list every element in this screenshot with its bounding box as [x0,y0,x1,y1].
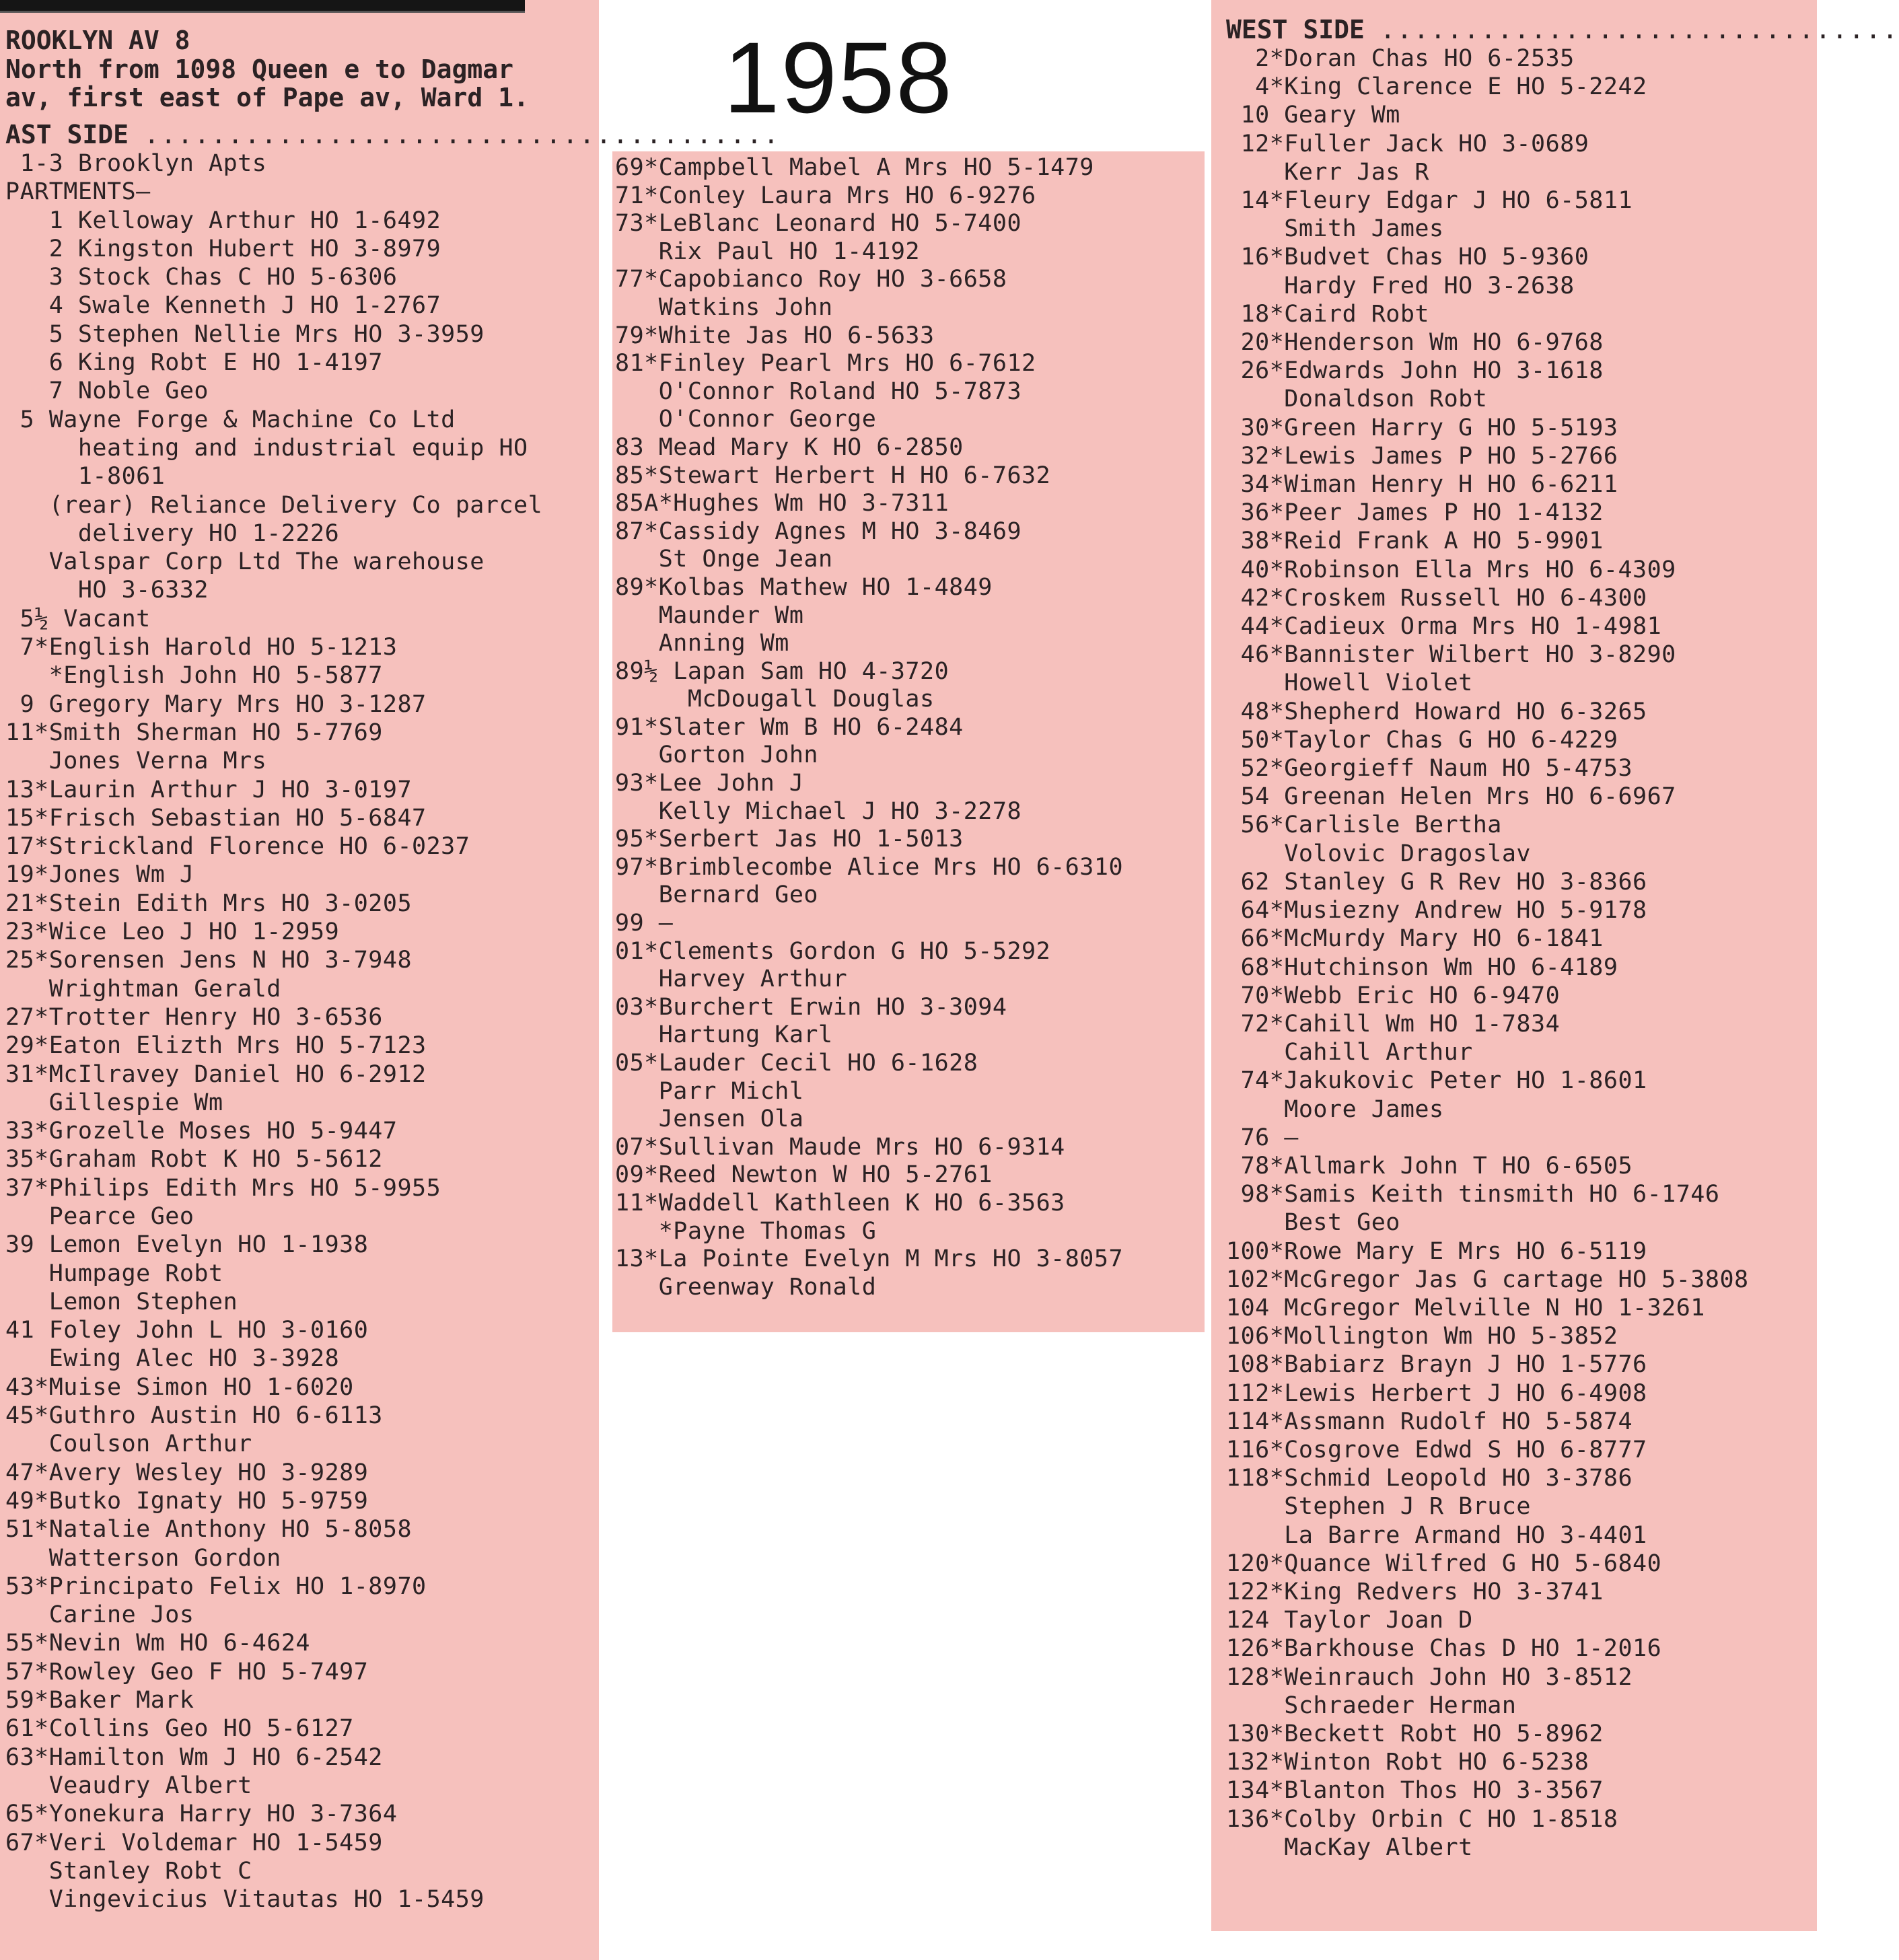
directory-entry: 45*Guthro Austin HO 6-6113 [5,1402,383,1430]
directory-entry: 136*Colby Orbin C HO 1-8518 [1226,1805,1618,1833]
directory-entry: 37*Philips Edith Mrs HO 5-9955 [5,1174,441,1202]
directory-entry: 81*Finley Pearl Mrs HO 6-7612 [615,350,1036,377]
directory-entry: 47*Avery Wesley HO 3-9289 [5,1459,369,1486]
directory-entry: Jensen Ola [615,1105,804,1133]
directory-entry: 68*Hutchinson Wm HO 6-4189 [1226,953,1618,981]
directory-entry: Schraeder Herman [1226,1692,1517,1719]
directory-entry: 39 Lemon Evelyn HO 1-1938 [5,1231,369,1259]
directory-entry: 38*Reid Frank A HO 5-9901 [1226,528,1604,555]
leader-dots: ...................................... [143,120,781,149]
directory-entry: Gorton John [615,741,819,769]
directory-entry: 16*Budvet Chas HO 5-9360 [1226,244,1589,271]
directory-entry: 64*Musiezny Andrew HO 5-9178 [1226,897,1647,924]
directory-entry: 43*Muise Simon HO 1-6020 [5,1373,354,1401]
directory-entry: 79*White Jas HO 6-5633 [615,322,935,349]
directory-entry: 20*Henderson Wm HO 6-9768 [1226,329,1604,357]
directory-entry: 56*Carlisle Bertha [1226,811,1502,839]
directory-entry: 5 Stephen Nellie Mrs HO 3-3959 [5,320,485,348]
directory-entry: Howell Violet [1226,669,1473,697]
directory-entry: 73*LeBlanc Leonard HO 5-7400 [615,210,1022,238]
top-rule-bar [0,0,525,11]
directory-entry: 35*Graham Robt K HO 5-5612 [5,1146,383,1173]
year-label: 1958 [723,21,954,134]
directory-entry: 55*Nevin Wm HO 6-4624 [5,1630,311,1657]
directory-entry: 25*Sorensen Jens N HO 3-7948 [5,947,413,974]
directory-entry: Parr Michl [615,1077,804,1105]
directory-entry: Kelly Michael J HO 3-2278 [615,797,1022,825]
directory-entry: 85A*Hughes Wm HO 3-7311 [615,490,950,517]
directory-entry: 70*Webb Eric HO 6-9470 [1226,982,1561,1009]
directory-entry: MacKay Albert [1226,1834,1473,1861]
directory-entry: 3 Stock Chas C HO 5-6306 [5,264,398,291]
directory-entry: Hardy Fred HO 3-2638 [1226,272,1575,299]
directory-entry: Wrightman Gerald [5,975,281,1003]
directory-entry: delivery HO 1-2226 [5,519,340,547]
section-heading-east [5,120,781,149]
directory-entry: 29*Eaton Elizth Mrs HO 5-7123 [5,1032,427,1060]
directory-entry: 130*Beckett Robt HO 5-8962 [1226,1720,1604,1747]
directory-entry: 97*Brimblecombe Alice Mrs HO 6-6310 [615,853,1124,881]
directory-entry: 95*Serbert Jas HO 1-5013 [615,826,964,853]
directory-entry: 2*Doran Chas HO 6-2535 [1226,45,1575,72]
directory-entry: 49*Butko Ignaty HO 5-9759 [5,1487,369,1515]
directory-entry: Vingevicius Vitautas HO 1-5459 [5,1886,485,1914]
directory-entry: Moore James [1226,1095,1444,1123]
street-description-line-1: North from 1098 Queen e to Dagmar [5,55,513,84]
directory-entry: 67*Veri Voldemar HO 1-5459 [5,1829,383,1856]
top-rule-line [0,11,525,13]
directory-entry: 1-3 Brooklyn Apts [5,150,267,177]
directory-entry: 11*Smith Sherman HO 5-7769 [5,719,383,746]
directory-entry: 5 Wayne Forge & Machine Co Ltd [5,406,456,433]
directory-entry: 18*Caird Robt [1226,300,1430,328]
directory-entry: 134*Blanton Thos HO 3-3567 [1226,1777,1604,1805]
middle-entry-list [615,154,1205,1301]
section-heading-west-label: WEST SIDE [1226,15,1365,44]
directory-entry: Greenway Ronald [615,1273,877,1301]
section-heading-east-label: AST SIDE [5,120,129,149]
directory-entry: 89*Kolbas Mathew HO 1-4849 [615,573,993,601]
directory-entry: 61*Collins Geo HO 5-6127 [5,1715,354,1743]
directory-entry: Hartung Karl [615,1021,833,1049]
directory-entry: 23*Wice Leo J HO 1-2959 [5,918,340,946]
directory-entry: Humpage Robt [5,1260,223,1287]
directory-entry: 7 Noble Geo [5,377,209,405]
directory-entry: *Payne Thomas G [615,1217,877,1245]
directory-entry: Stephen J R Bruce [1226,1493,1532,1521]
directory-entry: 30*Green Harry G HO 5-5193 [1226,414,1618,441]
directory-entry: 10 Geary Wm [1226,102,1400,129]
directory-entry: 01*Clements Gordon G HO 5-5292 [615,937,1051,965]
directory-entry: 69*Campbell Mabel A Mrs HO 5-1479 [615,154,1094,181]
directory-entry: 118*Schmid Leopold HO 3-3786 [1226,1465,1633,1492]
directory-entry: 116*Cosgrove Edwd S HO 6-8777 [1226,1436,1647,1463]
directory-entry: 6 King Robt E HO 1-4197 [5,349,383,377]
directory-entry: Maunder Wm [615,602,804,629]
directory-entry: O'Connor Roland HO 5-7873 [615,377,1022,405]
directory-entry: St Onge Jean [615,546,833,573]
directory-entry: 1 Kelloway Arthur HO 1-6492 [5,207,441,234]
directory-entry: 98*Samis Keith tinsmith HO 6-1746 [1226,1181,1720,1208]
left-entry-list [5,149,599,1914]
directory-entry: 74*Jakukovic Peter HO 1-8601 [1226,1067,1647,1095]
directory-entry: 46*Bannister Wilbert HO 3-8290 [1226,641,1676,669]
right-entry-list [1226,44,1817,1862]
directory-entry: Donaldson Robt [1226,386,1488,413]
directory-entry: 114*Assmann Rudolf HO 5-5874 [1226,1408,1633,1435]
directory-entry: 93*Lee John J [615,770,804,797]
directory-entry: Cahill Arthur [1226,1039,1473,1066]
directory-entry: 77*Capobianco Roy HO 3-6658 [615,266,1007,293]
directory-entry: 87*Cassidy Agnes M HO 3-8469 [615,517,1022,545]
directory-entry: 128*Weinrauch John HO 3-8512 [1226,1663,1633,1691]
directory-entry: 41 Foley John L HO 3-0160 [5,1317,369,1344]
directory-entry: 34*Wiman Henry H HO 6-6211 [1226,471,1618,499]
directory-entry: 27*Trotter Henry HO 3-6536 [5,1003,383,1031]
directory-entry: 12*Fuller Jack HO 3-0689 [1226,130,1589,157]
directory-entry: Watterson Gordon [5,1544,281,1572]
leader-dots: ............................... [1380,15,1899,44]
directory-entry: 36*Peer James P HO 1-4132 [1226,499,1604,527]
directory-entry: 40*Robinson Ella Mrs HO 6-4309 [1226,556,1676,583]
directory-entry: Bernard Geo [615,881,819,909]
street-title: ROOKLYN AV 8 [5,26,190,55]
directory-entry: 03*Burchert Erwin HO 3-3094 [615,993,1007,1021]
directory-entry: 2 Kingston Hubert HO 3-8979 [5,235,441,262]
directory-entry: 26*Edwards John HO 3-1618 [1226,357,1604,385]
directory-entry: 102*McGregor Jas G cartage HO 5-3808 [1226,1266,1749,1293]
directory-entry: 108*Babiarz Brayn J HO 1-5776 [1226,1351,1647,1379]
directory-entry: (rear) Reliance Delivery Co parcel [5,491,543,519]
directory-entry: 05*Lauder Cecil HO 6-1628 [615,1050,978,1077]
directory-entry: O'Connor George [615,406,877,433]
directory-entry: 4 Swale Kenneth J HO 1-2767 [5,292,441,320]
directory-entry: Pearce Geo [5,1202,194,1230]
directory-entry: 15*Frisch Sebastian HO 5-6847 [5,804,427,832]
directory-entry: 62 Stanley G R Rev HO 3-8366 [1226,868,1647,896]
directory-entry: Veaudry Albert [5,1772,252,1799]
directory-entry: 100*Rowe Mary E Mrs HO 6-5119 [1226,1237,1647,1265]
directory-entry: 83 Mead Mary K HO 6-2850 [615,433,964,461]
directory-entry: 31*McIlravey Daniel HO 6-2912 [5,1060,427,1088]
directory-entry: Ewing Alec HO 3-3928 [5,1345,340,1373]
directory-entry: 66*McMurdy Mary HO 6-1841 [1226,925,1604,953]
directory-entry: 71*Conley Laura Mrs HO 6-9276 [615,182,1036,209]
directory-entry: 33*Grozelle Moses HO 5-9447 [5,1118,398,1145]
directory-entry: 44*Cadieux Orma Mrs HO 1-4981 [1226,613,1662,641]
directory-entry: Coulson Arthur [5,1430,252,1458]
directory-entry: 42*Croskem Russell HO 6-4300 [1226,584,1647,612]
directory-entry: 52*Georgieff Naum HO 5-4753 [1226,755,1633,783]
directory-entry: 14*Fleury Edgar J HO 6-5811 [1226,187,1633,215]
directory-entry: 112*Lewis Herbert J HO 6-4908 [1226,1379,1647,1407]
directory-entry: 120*Quance Wilfred G HO 5-6840 [1226,1550,1662,1577]
middle-directory-column [612,151,1205,1332]
directory-entry: 57*Rowley Geo F HO 5-7497 [5,1658,369,1685]
directory-entry: Best Geo [1226,1209,1400,1237]
directory-entry: 4*King Clarence E HO 5-2242 [1226,73,1647,101]
directory-entry: 32*Lewis James P HO 5-2766 [1226,442,1618,470]
directory-entry: 11*Waddell Kathleen K HO 6-3563 [615,1189,1065,1217]
directory-entry: La Barre Armand HO 3-4401 [1226,1521,1647,1549]
directory-entry: 122*King Redvers HO 3-3741 [1226,1578,1604,1605]
section-heading-west [1226,15,1899,44]
directory-entry: 63*Hamilton Wm J HO 6-2542 [5,1743,383,1771]
directory-entry: Rix Paul HO 1-4192 [615,238,921,265]
directory-entry: 13*La Pointe Evelyn M Mrs HO 3-8057 [615,1245,1124,1273]
directory-entry: 132*Winton Robt HO 6-5238 [1226,1749,1589,1776]
directory-entry: 19*Jones Wm J [5,861,194,889]
directory-entry: *English John HO 5-5877 [5,662,383,690]
directory-entry: 21*Stein Edith Mrs HO 3-0205 [5,890,413,917]
directory-entry: Kerr Jas R [1226,158,1430,186]
directory-entry: 1-8061 [5,463,166,491]
directory-entry: HO 3-6332 [5,577,209,604]
directory-entry: 89½ Lapan Sam HO 4-3720 [615,657,950,685]
directory-entry: 91*Slater Wm B HO 6-2484 [615,713,964,741]
directory-entry: 126*Barkhouse Chas D HO 1-2016 [1226,1635,1662,1663]
directory-entry: 106*Mollington Wm HO 5-3852 [1226,1323,1618,1350]
directory-entry: Harvey Arthur [615,966,848,993]
directory-entry: Carine Jos [5,1601,194,1629]
directory-entry: 99 — [615,910,674,937]
directory-entry: 51*Natalie Anthony HO 5-8058 [5,1516,413,1544]
directory-entry: Stanley Robt C [5,1857,252,1885]
directory-entry: 5½ Vacant [5,605,151,632]
directory-entry: 124 Taylor Joan D [1226,1607,1473,1634]
directory-entry: 09*Reed Newton W HO 5-2761 [615,1161,993,1189]
directory-entry: Volovic Dragoslav [1226,840,1532,867]
directory-entry: 78*Allmark John T HO 6-6505 [1226,1152,1633,1179]
directory-entry: 13*Laurin Arthur J HO 3-0197 [5,776,413,803]
directory-entry: McDougall Douglas [615,686,935,713]
right-directory-column [1211,0,1899,1931]
directory-entry: 9 Gregory Mary Mrs HO 3-1287 [5,690,427,718]
directory-entry: Anning Wm [615,630,789,657]
directory-entry: 85*Stewart Herbert H HO 6-7632 [615,462,1051,489]
directory-entry: Valspar Corp Ltd The warehouse [5,548,485,576]
directory-entry: 48*Shepherd Howard HO 6-3265 [1226,698,1647,725]
street-description-line-2: av, first east of Pape av, Ward 1. [5,83,529,112]
directory-entry: 76 — [1226,1124,1299,1151]
directory-entry: heating and industrial equip HO [5,434,528,462]
directory-entry: Gillespie Wm [5,1089,223,1116]
directory-entry: 72*Cahill Wm HO 1-7834 [1226,1010,1561,1038]
directory-entry: Lemon Stephen [5,1288,238,1315]
directory-entry: 59*Baker Mark [5,1687,194,1714]
directory-entry: Jones Verna Mrs [5,748,267,775]
directory-entry: 53*Principato Felix HO 1-8970 [5,1572,427,1600]
directory-entry: 17*Strickland Florence HO 6-0237 [5,833,470,861]
directory-entry: PARTMENTS— [5,178,151,206]
directory-entry: 54 Greenan Helen Mrs HO 6-6967 [1226,783,1676,811]
directory-entry: Smith James [1226,215,1444,243]
directory-entry: Watkins John [615,293,833,321]
directory-entry: 50*Taylor Chas G HO 6-4229 [1226,726,1618,754]
directory-entry: 65*Yonekura Harry HO 3-7364 [5,1801,398,1828]
directory-entry: 07*Sullivan Maude Mrs HO 6-9314 [615,1133,1065,1161]
directory-entry: 7*English Harold HO 5-1213 [5,634,398,661]
directory-entry: 104 McGregor Melville N HO 1-3261 [1226,1294,1705,1321]
